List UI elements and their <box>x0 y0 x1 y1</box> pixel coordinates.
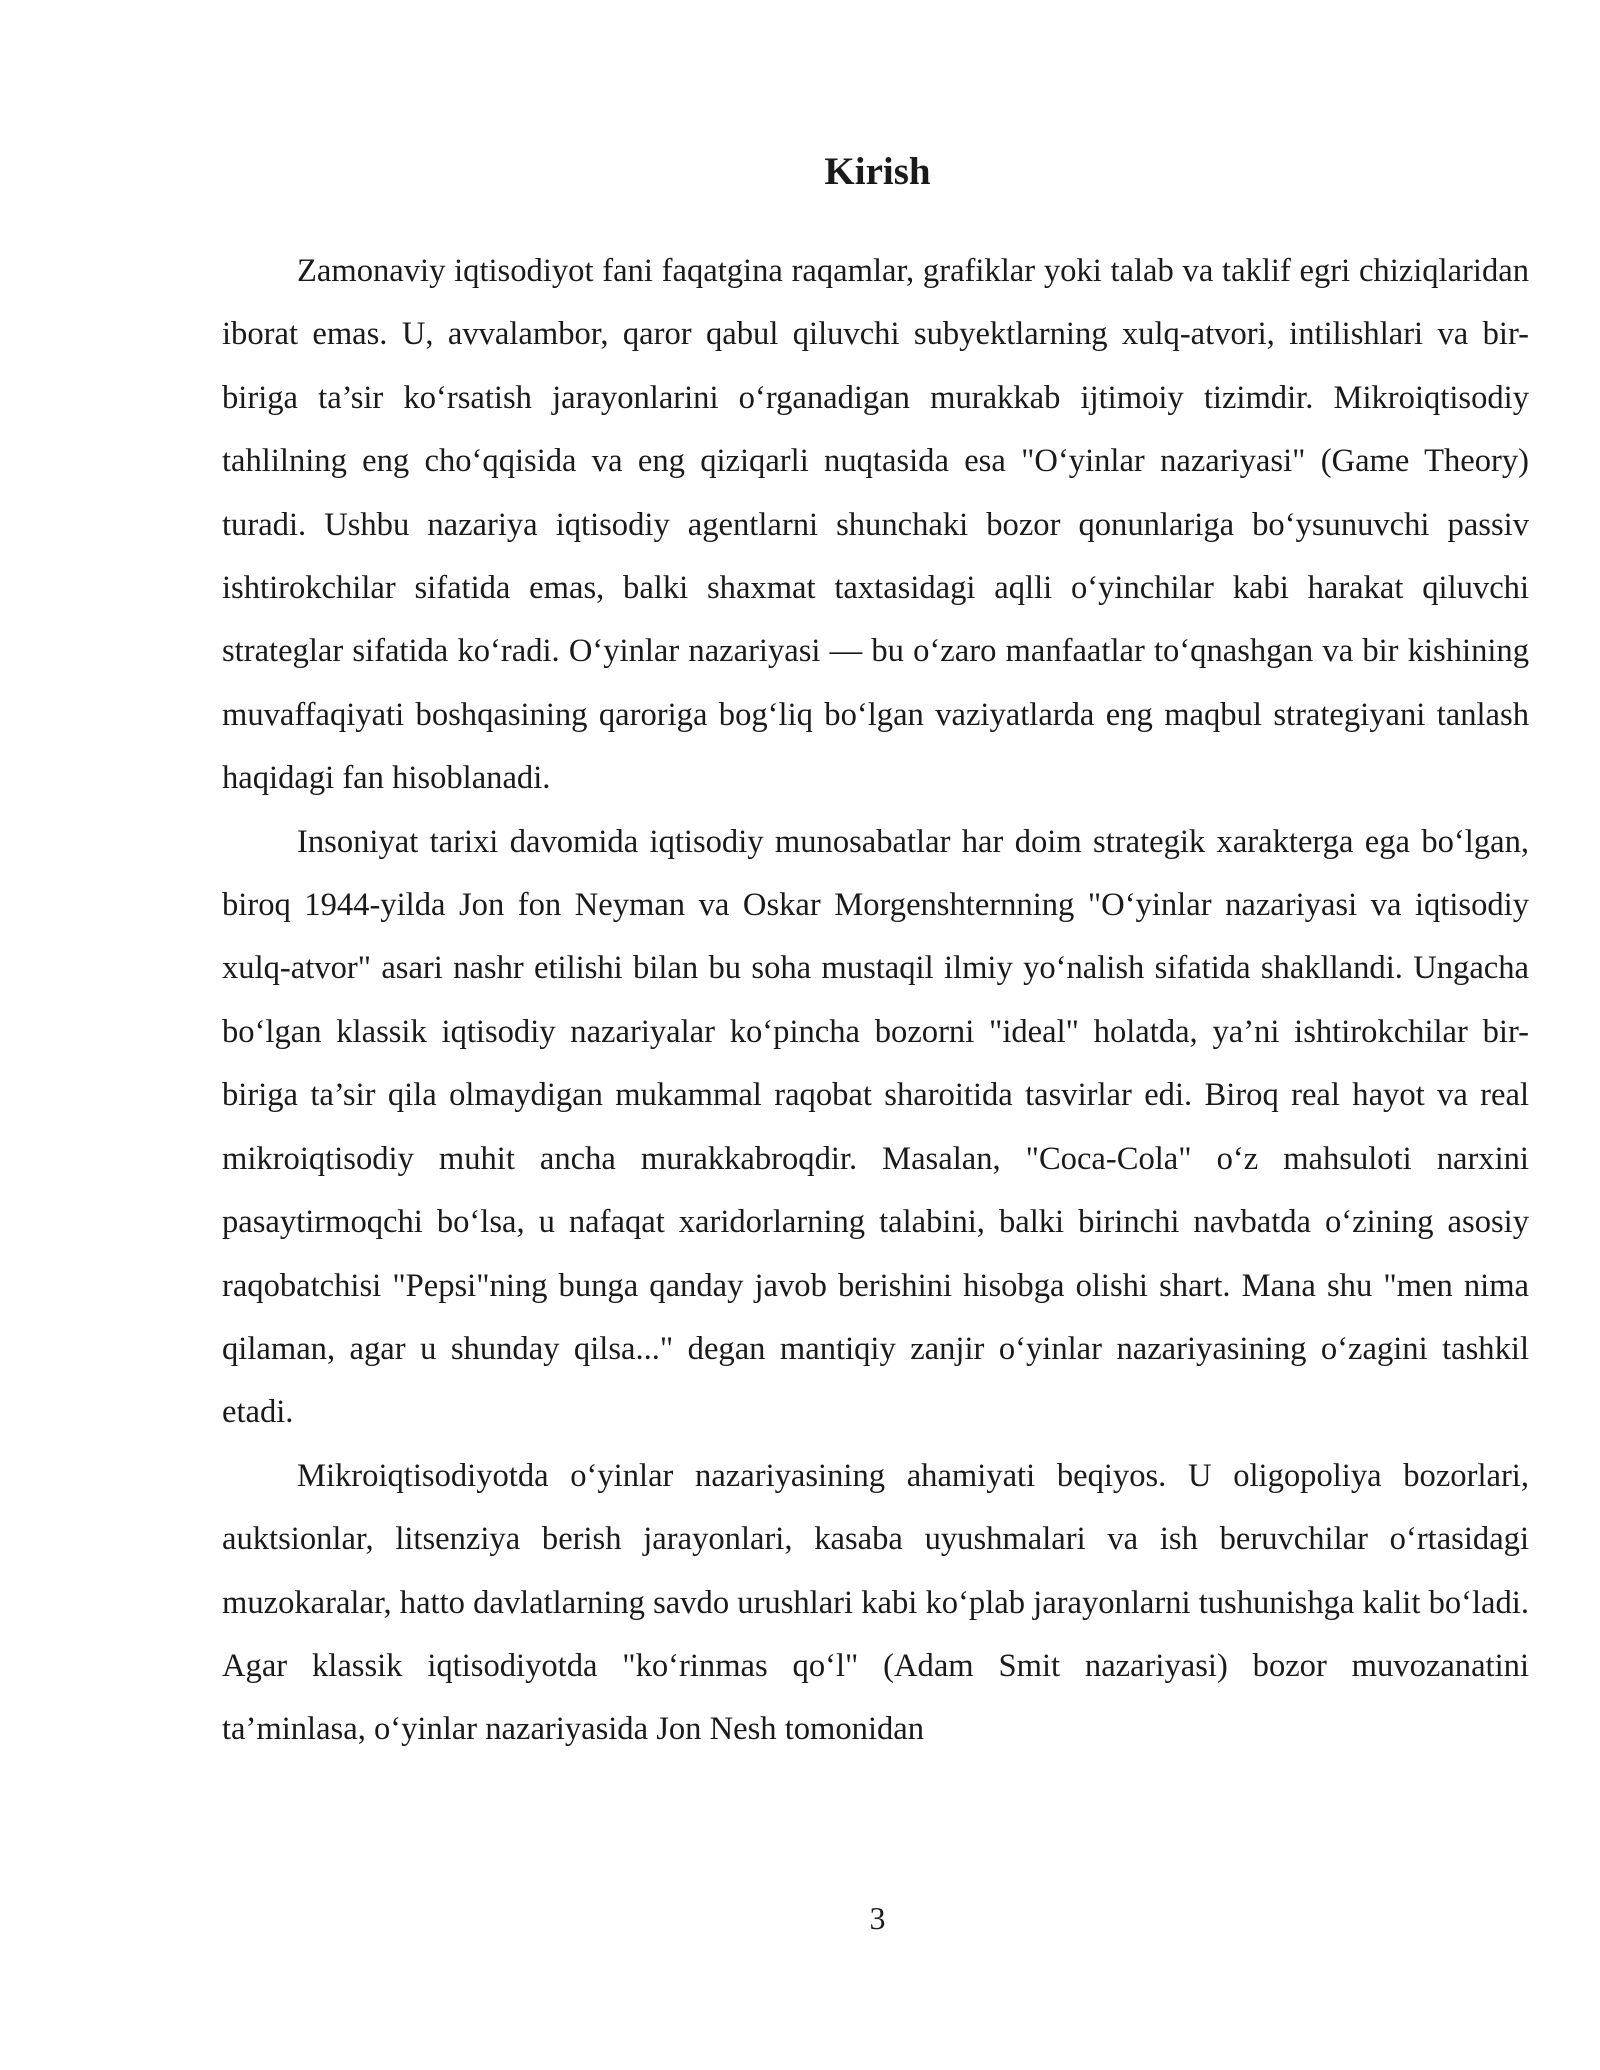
paragraph-1: Zamonaviy iqtisodiyot fani faqatgina raqamlar, grafiklar yoki talab va taklif egri chiziqlaridan iborat emas. U, avvalambor, qaror qabul qiluvchi subyektlarning xulq-atvori, intilishlari va bir-biriga ta’sir ko‘rsatish jarayonlarini o‘rganadigan murakkab ijtimoiy tizimdir. Mikroiqtisodiy tahlilning eng cho‘qqisida va eng qiziqarli nuqtasida esa "O‘yinlar nazariyasi" (Game Theory) turadi. Ushbu nazariya iqtisodiy agentlarni shunchaki bozor qonunlariga bo‘ysunuvchi passiv ishtirokchilar sifatida emas, balki shaxmat taxtasidagi aqlli o‘yinchilar kabi harakat qiluvchi strateglar sifatida ko‘radi. O‘yinlar nazariyasi — bu o‘zaro manfaatlar to‘qnashgan va bir kishining muvaffaqiyati boshqasining qaroriga bog‘liq bo‘lgan vaziyatlarda eng maqbul strategiyani tanlash haqidagi fan hisoblanadi. <box>222 253 1529 797</box>
paragraph-2: Insoniyat tarixi davomida iqtisodiy munosabatlar har doim strategik xarakterga ega bo‘lgan, biroq 1944-yilda Jon fon Neyman va Oskar Morgenshternning "O‘yinlar nazariyasi va iqtisodiy xulq-atvor" asari nashr etilishi bilan bu soha mustaqil ilmiy yo‘nalish sifatida shakllandi. Ungacha bo‘lgan klassik iqtisodiy nazariyalar ko‘pincha bozorni "ideal" holatda, ya’ni ishtirokchilar bir-biriga ta’sir qila olmaydigan mukammal raqobat sharoitida tasvirlar edi. Biroq real hayot va real mikroiqtisodiy muhit ancha murakkabroqdir. Masalan, "Coca-Cola" o‘z mahsuloti narxini pasaytirmoqchi bo‘lsa, u nafaqat xaridorlarning talabini, balki birinchi navbatda o‘zining asosiy raqobatchisi "Pepsi"ning bunga qanday javob berishini hisobga olishi shart. Mana shu "men nima qilaman, agar u shunday qilsa..." degan mantiqiy zanjir o‘yinlar nazariyasining o‘zagini tashkil etadi. <box>222 823 1529 1431</box>
paragraph-3: Mikroiqtisodiyotda o‘yinlar nazariyasining ahamiyati beqiyos. U oligopoliya bozorlari, auktsionlar, litsenziya berish jarayonlari, kasaba uyushmalari va ish beruvchilar o‘rtasidagi muzokaralar, hatto davlatlarning savdo urushlari kabi ko‘plab jarayonlarni tushunishga kalit bo‘ladi. Agar klassik iqtisodiyotda "ko‘rinmas qo‘l" (Adam Smit nazariyasi) bozor muvozanatini ta’minlasa, o‘yinlar nazariyasida Jon Nesh tomonidan <box>222 1457 1529 1748</box>
body-text <box>222 240 1529 1762</box>
page-number: 3 <box>869 1900 886 1936</box>
page-title: Kirish <box>824 150 931 193</box>
